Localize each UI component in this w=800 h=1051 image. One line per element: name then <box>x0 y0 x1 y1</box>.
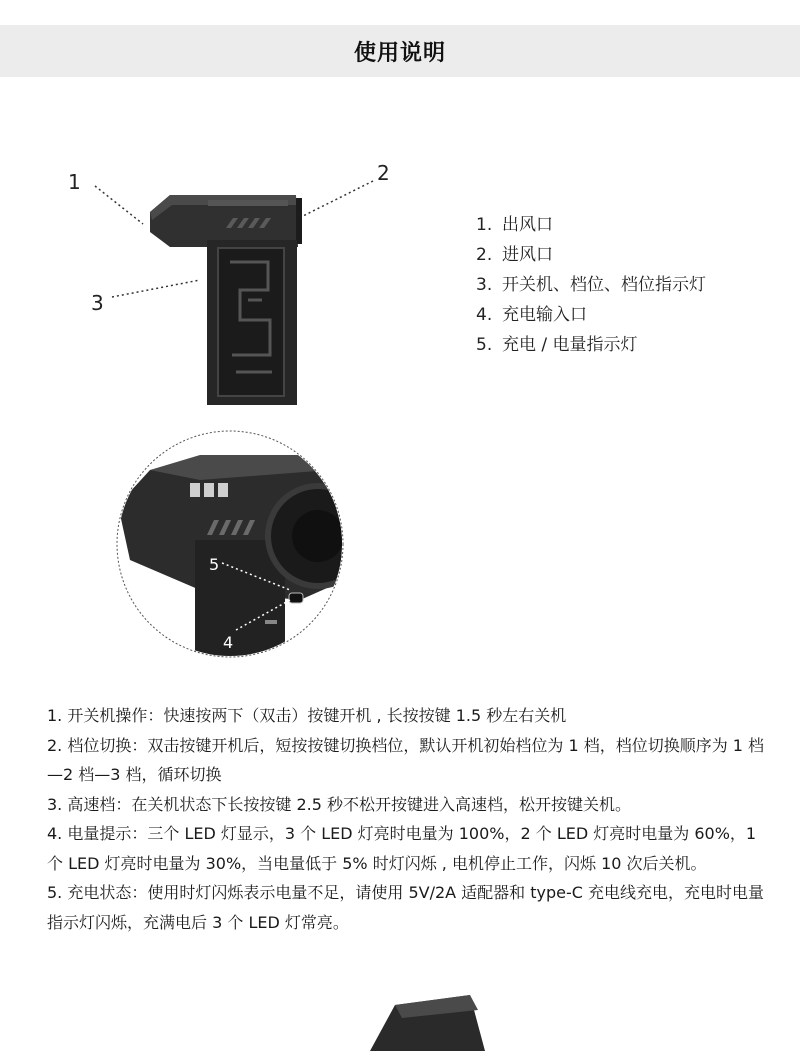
parts-list <box>476 210 706 360</box>
callout-1: 1 <box>68 170 81 194</box>
zoom-callout-4: 4 <box>223 633 234 652</box>
parts-list-item: 4. 充电输入口 <box>476 305 587 325</box>
parts-list-item: 5. 充电 / 电量指示灯 <box>476 335 638 355</box>
zoom-callout-5: 5 <box>209 555 220 574</box>
parts-list-item: 1. 出风口 <box>476 215 553 235</box>
instruction-charging: 5. 充电状态：使用时灯闪烁表示电量不足，请使用 5V/2A 适配器和 type-C 充电线充电，充电时电量指示灯闪烁，充满电后 3 个 LED 灯常亮。 <box>47 883 765 932</box>
blower-device-image <box>150 195 302 405</box>
instruction-gear-switch: 2. 档位切换：双击按键开机后，短按按键切换档位，默认开机初始档位为 1 档，档位切换顺序为 1 档—2 档—3 档，循环切换 <box>47 735 765 784</box>
page-title: 使用说明 <box>353 40 446 66</box>
instruction-battery: 4. 电量提示：三个 LED 灯显示，3 个 LED 灯亮时电量为 100%，2 个 LED 灯亮时电量为 60%，1 个 LED 灯亮时电量为 30%，当电量低于 5% 时灯闪烁 , 电机停止工作，闪烁 10 次后关机。 <box>47 824 757 873</box>
instruction-high-speed: 3. 高速档：在关机状态下长按按键 2.5 秒不松开按键进入高速档，松开按键关机。 <box>47 794 631 814</box>
instruction-power: 1. 开关机操作：快速按两下（双击）按键开机 , 长按按键 1.5 秒左右关机 <box>47 706 567 725</box>
parts-list-item: 3. 开关机、档位、档位指示灯 <box>476 275 706 295</box>
bottom-device-image <box>370 995 485 1051</box>
instructions <box>47 701 767 937</box>
callout-3: 3 <box>91 291 104 315</box>
parts-list-item: 2. 进风口 <box>476 245 553 265</box>
callout-2: 2 <box>377 161 390 185</box>
